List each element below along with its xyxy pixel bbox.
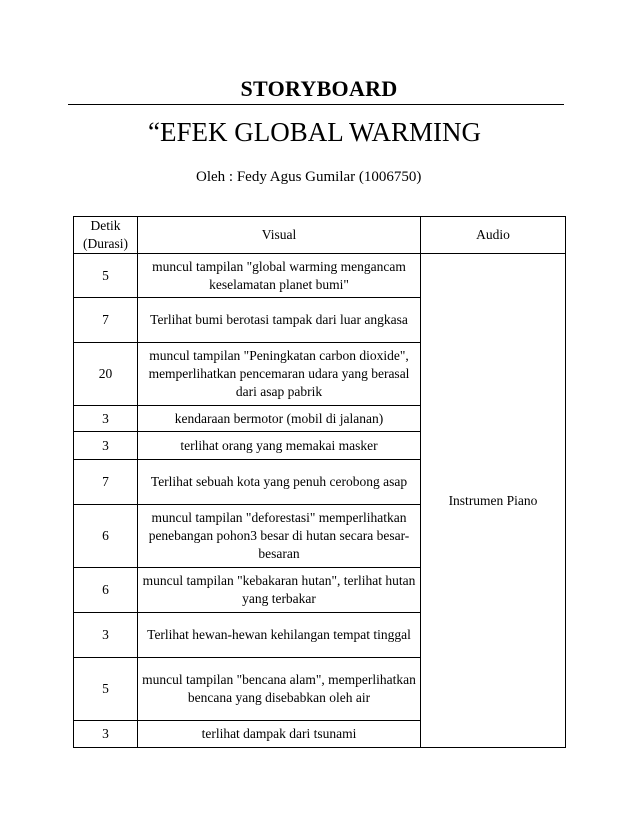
duration-cell: 5 xyxy=(74,254,138,298)
visual-cell: Terlihat bumi berotasi tampak dari luar angkasa xyxy=(138,298,421,343)
document-subtitle: “EFEK GLOBAL WARMING xyxy=(148,117,481,147)
header-duration: Detik (Durasi) xyxy=(74,217,138,254)
duration-cell: 6 xyxy=(74,505,138,568)
duration-cell: 7 xyxy=(74,298,138,343)
duration-cell: 20 xyxy=(74,343,138,406)
visual-cell: terlihat orang yang memakai masker xyxy=(138,432,421,460)
table-row xyxy=(74,254,566,298)
title-underline xyxy=(68,104,564,105)
storyboard-table xyxy=(73,216,566,748)
visual-cell: terlihat dampak dari tsunami xyxy=(138,721,421,748)
duration-cell: 3 xyxy=(74,432,138,460)
visual-cell: kendaraan bermotor (mobil di jalanan) xyxy=(138,406,421,432)
visual-cell: muncul tampilan "deforestasi" memperlihatkan penebangan pohon3 besar di hutan secara besar-besaran xyxy=(138,505,421,568)
document-title: STORYBOARD xyxy=(240,76,398,101)
duration-cell: 5 xyxy=(74,658,138,721)
duration-cell: 6 xyxy=(74,568,138,613)
visual-cell: muncul tampilan "bencana alam", memperlihatkan bencana yang disebabkan oleh air xyxy=(138,658,421,721)
header-audio: Audio xyxy=(421,217,566,254)
visual-cell: muncul tampilan "global warming mengancam keselamatan planet bumi" xyxy=(138,254,421,298)
header-visual: Visual xyxy=(138,217,421,254)
visual-cell: muncul tampilan "Peningkatan carbon dioxide", memperlihatkan pencemaran udara yang berasal dari asap pabrik xyxy=(138,343,421,406)
duration-cell: 3 xyxy=(74,613,138,658)
author-line: Oleh : Fedy Agus Gumilar (1006750) xyxy=(196,169,422,185)
visual-cell: Terlihat hewan-hewan kehilangan tempat tinggal xyxy=(138,613,421,658)
table-header-row xyxy=(74,217,566,254)
visual-cell: muncul tampilan "kebakaran hutan", terlihat hutan yang terbakar xyxy=(138,568,421,613)
duration-cell: 3 xyxy=(74,721,138,748)
duration-cell: 7 xyxy=(74,460,138,505)
audio-cell: Instrumen Piano xyxy=(421,254,566,748)
visual-cell: Terlihat sebuah kota yang penuh cerobong asap xyxy=(138,460,421,505)
duration-cell: 3 xyxy=(74,406,138,432)
